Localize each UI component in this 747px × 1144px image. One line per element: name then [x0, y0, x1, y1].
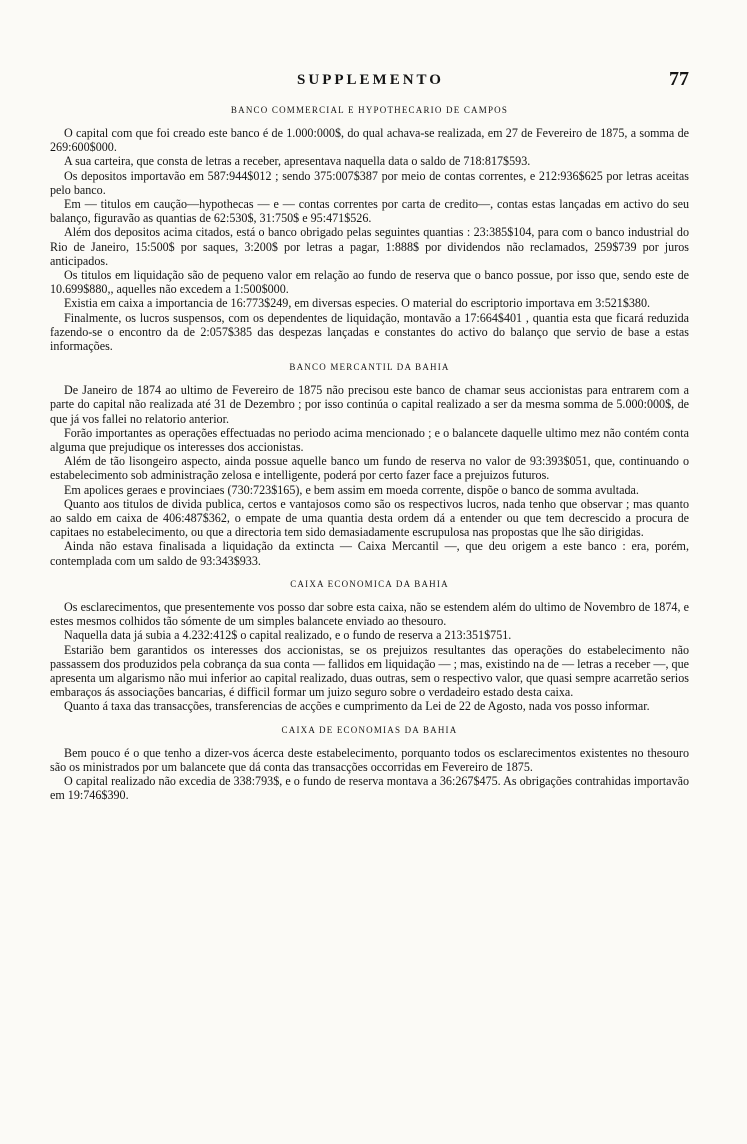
paragraph: O capital realizado não excedia de 338:793$, e o fundo de reserva montava a 36:267$475. As obrigações contrahidas importavão em 19:746$390. [50, 773, 689, 803]
section-banco-mercantil [50, 361, 689, 568]
section-title: CAIXA DE ECONOMIAS DA BAHIA [281, 724, 458, 735]
paragraph: Além de tão lisongeiro aspecto, ainda possue aquelle banco um fundo de reserva no valor de 93:393$051, que, continuando o estabelecimento sob administração zelosa e intelligente, poderá por certo fazer face a prejuizos futuros. [50, 454, 689, 483]
paragraph: Quanto á taxa das transacções, transferencias de acções e cumprimento da Lei de 22 de Agosto, nada vos posso informar. [64, 699, 650, 714]
paragraph: Ainda não estava finalisada a liquidação da extincta — Caixa Mercantil —, que deu origem a este banco : era, porém, contemplada com um saldo de 93:343$933. [50, 539, 689, 568]
paragraph: Estarião bem garantidos os interesses dos accionistas, se os prejuizos resultantes das operações do estabelecimento não passassem dos produzidos pela cobrança da sua conta — fallidos em liquidação — ; mas, existindo na de — letras a receber —, que apresenta um algarismo não mui inferior ao capital realizado, duas outras, sem o respectivo valor, que quasi sempre acarretão serios embaraços ás associações bancarias, é difficil formar um juizo seguro sobre o verdadeiro estado desta caixa. [50, 642, 689, 700]
section-title: BANCO COMMERCIAL E HYPOTHECARIO DE CAMPOS [230, 105, 509, 115]
paragraph: Os titulos em liquidação são de pequeno valor em relação ao fundo de reserva que o banco possue, por isso que, sendo este de 10.699$880,, aquelles não excedem a 1:500$000. [50, 268, 689, 297]
section-banco-commercial [50, 104, 689, 353]
paragraph: Os esclarecimentos, que presentemente vos posso dar sobre esta caixa, não se estendem além do ultimo de Novembro de 1874, e estes mesmos colhidos tão sómente de um simples balancete enviado ao thesouro. [50, 599, 689, 629]
paragraph: Bem pouco é o que tenho a dizer-vos ácerca deste estabelecimento, porquanto todos os esclarecimentos existentes no thesouro são os ministrados por um balancete que dá conta das transacções occorridas em Fevereiro de 1875. [50, 745, 689, 774]
paragraph: Em apolices geraes e provinciaes (730:723$165), e bem assim em moeda corrente, dispõe o banco de somma avultada. [64, 482, 639, 497]
document-body [50, 102, 689, 812]
paragraph: Os depositos importavão em 587:944$012 ; sendo 375:007$387 por meio de contas correntes, e 212:936$625 por letras aceitas pelo banco. [50, 168, 689, 197]
paragraph: Existia em caixa a importancia de 16:773$249, em diversas especies. O material do escriptorio importava em 3:521$380. [64, 296, 651, 311]
paragraph: Finalmente, os lucros suspensos, com os dependentes de liquidação, montavão a 17:664$401 , quantia esta que ficará reduzida fazendo-se o encontro da de 2:057$385 das despezas lançadas e constantes do activo do balanço que servio de base a estas informações. [50, 310, 689, 354]
paragraph: De Janeiro de 1874 ao ultimo de Fevereiro de 1875 não precisou este banco de chamar seus accionistas para entrarem com a parte do capital não realizada até 31 de Dezembro ; por isso continúa o capital realizado a ser da mesma somma de 5.000:000$, de que já vos fallei no relatorio anterior. [50, 383, 689, 426]
paragraph: Além dos depositos acima citados, está o banco obrigado pelas seguintes quantias : 23:385$104, para com o banco industrial do Rio de Janeiro, 15:500$ por saques, 3:200$ por letras a pagar, 1:888$ por dividendos não reclamados, 259$739 por juros anticipados. [50, 225, 689, 268]
paragraph: Em — titulos em caução—hypothecas — e — contas correntes por carta de credito—, contas estas lançadas em activo do seu balanço, figuravão as quantias de 62:530$, 31:750$ e 95:471$526. [50, 197, 689, 226]
running-title: SUPPLEMENTO [297, 72, 444, 88]
paragraph: O capital com que foi creado este banco é de 1.000:000$, do qual achava-se realizada, em 27 de Fevereiro de 1875, a somma de 269:600$000. [50, 126, 689, 155]
paragraph: A sua carteira, que consta de letras a receber, apresentava naquella data o saldo de 718:817$593. [64, 154, 531, 169]
page-header [52, 68, 689, 98]
section-title: BANCO MERCANTIL DA BAHIA [289, 362, 450, 373]
page-number: 77 [669, 68, 689, 90]
paragraph: Forão importantes as operações effectuadas no periodo acima mencionado ; e o balancete daquelle ultimo mez não contém conta alguma que prejudique os interesses dos accionistas. [50, 425, 689, 455]
section-caixa-de-economias [50, 724, 689, 803]
paragraph: Naquella data já subia a 4.232:412$ o capital realizado, e o fundo de reserva a 213:351$751. [64, 628, 512, 643]
section-title: CAIXA ECONOMICA DA BAHIA [290, 578, 449, 589]
section-caixa-economica [50, 578, 689, 714]
paragraph: Quanto aos titulos de divida publica, certos e vantajosos como são os respectivos lucros, nada tenho que observar ; mas quanto ao saldo em caixa de 406:487$362, o empate de uma quantia desta ordem dá a entender ou que tem decrescido a procura de capitaes no estabelecimento, ou que a directoria tem sido demasiadamente escrupulosa nas propostas que lhe são dirigidas. [50, 496, 689, 540]
